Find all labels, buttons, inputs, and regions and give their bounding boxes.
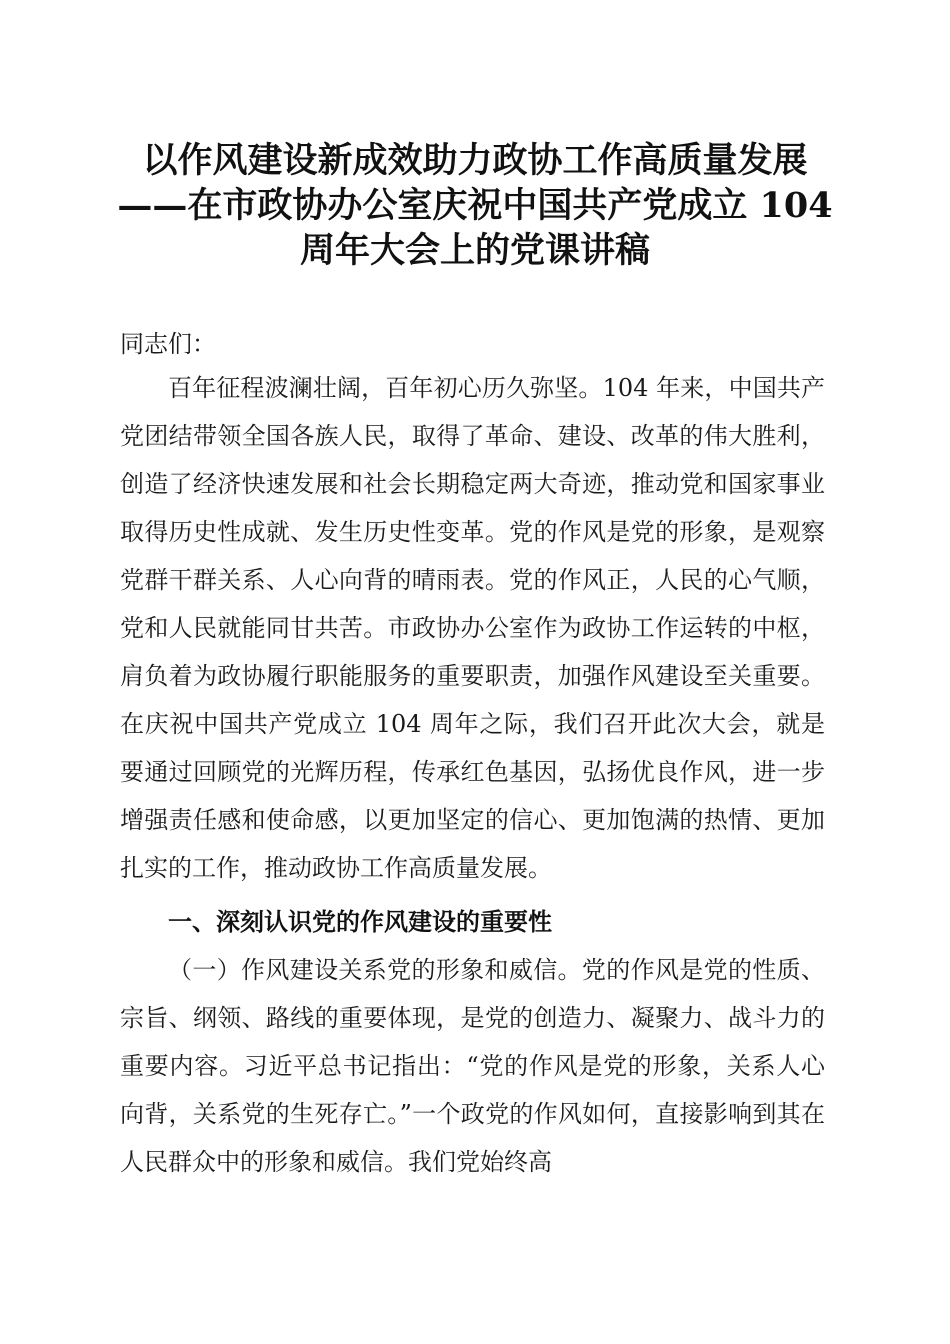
title-line-3: 周年大会上的党课讲稿 (299, 230, 650, 271)
intro-paragraph: 百年征程波澜壮阔，百年初心历久弥坚。104 年来，中国共产党团结带领全国各族人民，取得了革命、建设、改革的伟大胜利，创造了经济快速发展和社会长期稳定两大奇迹，推动党和国家事业取得历史性成就、发生历史性变革。党的作风是党的形象，是观察党群干群关系、人心向背的晴雨表。党的作风正，人民的心气顺，党和人民就能同甘共苦。市政协办公室作为政协工作运转的中枢，肩负着为政协履行职能服务的重要职责，加强作风建设至关重要。在庆祝中国共产党成立 104 周年之际，我们召开此次大会，就是要通过回顾党的光辉历程，传承红色基因，弘扬优良作风，进一步增强责任感和使命感，以更加坚定的信心、更加饱满的热情、更加扎实的工作，推动政协工作高质量发展。 (120, 374, 825, 882)
section-heading: 一、深刻认识党的作风建设的重要性 (168, 908, 552, 936)
title-line-1: 以作风建设新成效助力政协工作高质量发展 (142, 140, 808, 181)
title-line-2: ——在市政协办公室庆祝中国共产党成立 104 (117, 185, 833, 226)
section-paragraph: （一）作风建设关系党的形象和威信。党的作风是党的性质、宗旨、纲领、路线的重要体现，是党的创造力、凝聚力、战斗力的重要内容。习近平总书记指出：“党的作风是党的形象，关系人心向背，关系党的生死存亡。”一个政党的作风如何，直接影响到其在人民群众中的形象和威信。我们党始终高 (120, 956, 825, 1176)
document-title (100, 138, 850, 273)
salutation: 同志们： (120, 330, 216, 358)
